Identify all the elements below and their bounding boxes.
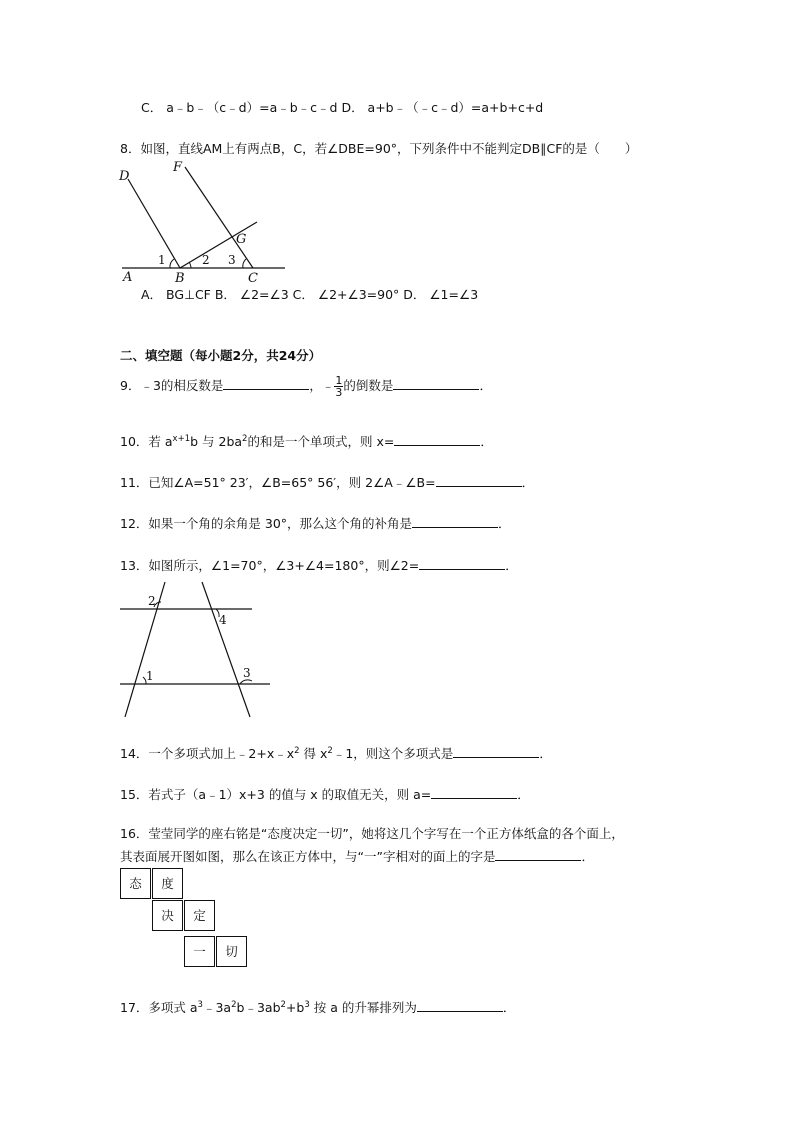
q9-mid: ，﹣ xyxy=(309,378,335,393)
q14 xyxy=(120,745,552,762)
net-cell-2: 度 xyxy=(152,868,183,899)
q17-blank[interactable] xyxy=(417,999,503,1012)
q16-end: ． xyxy=(581,849,594,864)
q8-label-f: F xyxy=(173,160,183,175)
q8-line-fc xyxy=(185,167,253,268)
q8-arc-1 xyxy=(170,259,174,268)
q17-t3: +b xyxy=(285,1000,305,1015)
q9-post: 的倒数是 xyxy=(343,378,394,393)
q17-t1: ﹣3a xyxy=(202,1000,232,1015)
q13-label-3: 3 xyxy=(243,666,251,680)
net-cell-3: 决 xyxy=(152,900,183,931)
q8-arc-2 xyxy=(189,262,191,268)
q10-pre: 10．若 a xyxy=(120,434,173,449)
q11-blank[interactable] xyxy=(436,474,522,487)
q8-label-2: 2 xyxy=(202,253,210,267)
q13-figure xyxy=(115,577,275,722)
q14-exp1: 2 xyxy=(294,746,300,756)
q13-end: ． xyxy=(505,558,518,573)
q17-e4: 3 xyxy=(304,1000,310,1010)
q17 xyxy=(120,999,515,1016)
q17-post: 按 a 的升幂排列为 xyxy=(309,1000,417,1015)
section-title: 二、填空题（每小题2分，共24分） xyxy=(120,348,322,363)
q11-text: 11．已知∠A=51° 23′，∠B=65° 56′，则 2∠A﹣∠B= xyxy=(120,475,436,490)
q17-e3: 2 xyxy=(280,1000,286,1010)
q13 xyxy=(120,557,518,574)
q12-end: ． xyxy=(498,516,511,531)
q13-blank[interactable] xyxy=(419,557,505,570)
q14-pre: 14．一个多项式加上﹣2+x﹣x xyxy=(120,746,295,761)
q10-end: ． xyxy=(480,434,493,449)
q8-label-1: 1 xyxy=(158,253,166,267)
q8-label-b: B xyxy=(175,271,185,286)
q8-arc-3 xyxy=(243,259,246,268)
q11 xyxy=(120,474,534,491)
q12-blank[interactable] xyxy=(412,515,498,528)
q16-line1: 16．莹莹同学的座右铭是“态度决定一切”，她将这几个字写在一个正方体纸盒的各个面上， xyxy=(120,826,624,841)
q9 xyxy=(120,375,492,398)
net-cell-5: 一 xyxy=(184,936,215,967)
q14-post: ﹣1，则这个多项式是 xyxy=(332,746,454,761)
q9-end: ． xyxy=(479,378,492,393)
q12 xyxy=(120,515,511,532)
q17-end: ． xyxy=(502,1000,516,1015)
q13-text: 13．如图所示，∠1=70°，∠3+∠4=180°，则∠2= xyxy=(120,558,420,573)
q17-e2: 2 xyxy=(231,1000,237,1010)
q14-blank[interactable] xyxy=(453,745,539,758)
q9-blank-2[interactable] xyxy=(393,377,479,390)
q9-blank-1[interactable] xyxy=(223,377,309,390)
q17-e1: 3 xyxy=(197,1000,203,1010)
q15 xyxy=(120,786,530,803)
q8-figure xyxy=(115,155,315,290)
q8-line-db xyxy=(128,179,180,268)
net-cell-4: 定 xyxy=(184,900,215,931)
q16-line2-text: 其表面展开图如图，那么在该正方体中，与“一”字相对的面上的字是 xyxy=(120,849,496,864)
q10-blank[interactable] xyxy=(394,433,480,446)
q14-exp2: 2 xyxy=(327,746,333,756)
net-cell-6: 切 xyxy=(216,936,247,967)
q14-end: ． xyxy=(539,746,552,761)
q15-text: 15．若式子（a﹣1）x+3 的值与 x 的取值无关，则 a= xyxy=(120,787,432,802)
q8-label-a: A xyxy=(123,270,133,285)
q7-options: C． a﹣b﹣（c﹣d）=a﹣b﹣c﹣d D． a+b﹣（﹣c﹣d）=a+b+c+d xyxy=(141,100,544,115)
q15-blank[interactable] xyxy=(431,786,517,799)
q9-frac-num: 1 xyxy=(335,374,343,387)
q8-stem: 8．如图，直线AM上有两点B，C，若∠DBE=90°，下列条件中不能判定DB∥CF的是（ ） xyxy=(120,141,638,156)
q8-label-g: G xyxy=(236,232,247,247)
q9-frac-den: 3 xyxy=(335,386,343,399)
q13-label-1: 1 xyxy=(146,669,154,683)
q8-label-3: 3 xyxy=(228,253,236,267)
q8-label-d: D xyxy=(119,169,130,184)
q8-options: A． BG⊥CF B． ∠2=∠3 C． ∠2+∠3=90° D． ∠1=∠3 xyxy=(141,287,479,302)
q16-blank[interactable] xyxy=(495,848,581,861)
q16-line2 xyxy=(120,848,594,865)
q11-end: ． xyxy=(521,475,535,490)
q10-mid1: b 与 2ba xyxy=(190,434,243,449)
q8-label-c: C xyxy=(248,271,258,286)
q13-label-2: 2 xyxy=(148,594,156,608)
q13-transversal-right xyxy=(202,582,250,717)
q17-pre: 17．多项式 a xyxy=(120,1000,198,1015)
q10 xyxy=(120,433,493,450)
q14-mid: 得 x xyxy=(299,746,328,761)
q13-arc-3 xyxy=(240,680,252,684)
q13-label-4: 4 xyxy=(219,613,227,627)
q9-pre: 9．﹣3的相反数是 xyxy=(120,378,224,393)
q10-exp2: 2 xyxy=(242,434,248,444)
q10-exp1: x+1 xyxy=(172,434,191,444)
q12-text: 12．如果一个角的余角是 30°，那么这个角的补角是 xyxy=(120,516,413,531)
net-cell-1: 态 xyxy=(120,868,151,899)
q10-mid2: 的和是一个单项式，则 x= xyxy=(247,434,395,449)
q17-t2: b﹣3ab xyxy=(236,1000,281,1015)
q15-end: ． xyxy=(517,787,530,802)
